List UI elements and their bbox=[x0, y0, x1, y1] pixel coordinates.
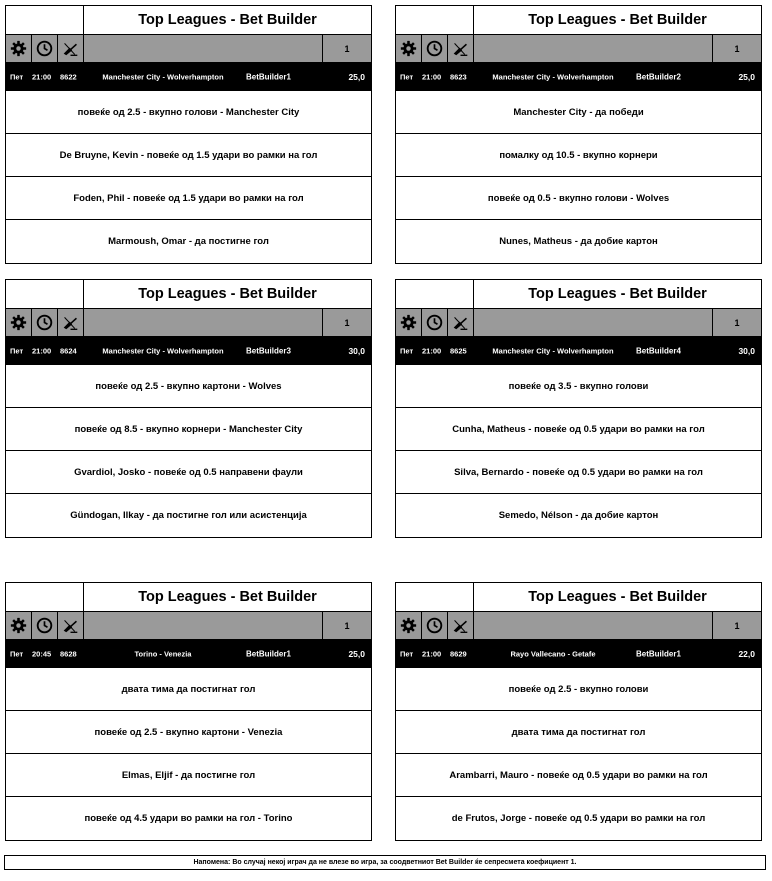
match-time: 21:00 bbox=[422, 72, 442, 82]
card-header bbox=[396, 280, 761, 309]
match-time: 21:00 bbox=[422, 649, 442, 659]
gear-icon bbox=[6, 309, 32, 336]
selection-list bbox=[6, 668, 371, 840]
bet-builder-label: BetBuilder1 bbox=[246, 649, 291, 659]
sport-icon bbox=[58, 612, 84, 639]
card-title: Top Leagues - Bet Builder bbox=[138, 589, 317, 605]
card-title: Top Leagues - Bet Builder bbox=[528, 286, 707, 302]
odds-value: 30,0 bbox=[348, 346, 365, 356]
match-day: Пет bbox=[400, 649, 414, 659]
selection-item: Marmoush, Omar - да постигне гол bbox=[108, 236, 269, 247]
card-number: 1 bbox=[734, 317, 740, 328]
selection-item: Elmas, Eljif - да постигне гол bbox=[6, 754, 371, 797]
bet-builder-card bbox=[395, 5, 762, 264]
selection-item: повеќе од 4.5 удари во рамки на гол - Torino bbox=[84, 813, 293, 824]
icon-row-spacer bbox=[474, 612, 713, 639]
clock-icon bbox=[422, 309, 448, 336]
gear-icon bbox=[396, 35, 422, 62]
bet-builder-card bbox=[5, 279, 372, 538]
card-header bbox=[396, 6, 761, 35]
selection-item: повеќе од 2.5 - вкупно картони - Wolves bbox=[6, 365, 371, 408]
card-title: Top Leagues - Bet Builder bbox=[528, 589, 707, 605]
card-number: 1 bbox=[344, 317, 350, 328]
match-teams: Manchester City - Wolverhampton bbox=[492, 72, 614, 82]
selection-list bbox=[396, 91, 761, 263]
footnote: Напомена: Во случај некој играч да не влезе во игра, за соодветниот Bet Builder ќе сепресмета коефициент 1. bbox=[4, 855, 766, 870]
sport-icon bbox=[58, 35, 84, 62]
match-row bbox=[6, 63, 371, 91]
selection-list bbox=[396, 668, 761, 840]
match-code: 8629 bbox=[450, 649, 467, 659]
match-row bbox=[396, 640, 761, 668]
icon-row bbox=[396, 309, 761, 337]
match-day: Пет bbox=[10, 649, 24, 659]
card-header bbox=[6, 280, 371, 309]
header-blank-cell bbox=[6, 280, 84, 308]
odds-value: 22,0 bbox=[738, 649, 755, 659]
selection-item: двата тима да постигнат гол bbox=[396, 711, 761, 754]
bet-builder-label: BetBuilder2 bbox=[636, 72, 681, 82]
match-row bbox=[396, 337, 761, 365]
icon-row-spacer bbox=[474, 35, 713, 62]
header-blank-cell bbox=[6, 583, 84, 611]
bet-builder-label: BetBuilder1 bbox=[246, 72, 291, 82]
header-blank-cell bbox=[396, 280, 474, 308]
sport-icon bbox=[448, 612, 474, 639]
match-code: 8624 bbox=[60, 346, 77, 356]
selection-item: двата тима да постигнат гол bbox=[6, 668, 371, 711]
selection-item: повеќе од 0.5 - вкупно голови - Wolves bbox=[396, 177, 761, 220]
selection-item: de Frutos, Jorge - повеќе од 0.5 удари во рамки на гол bbox=[451, 813, 706, 824]
match-row bbox=[396, 63, 761, 91]
icon-row-spacer bbox=[84, 612, 323, 639]
clock-icon bbox=[32, 612, 58, 639]
selection-item: Semedo, Nélson - да добие картон bbox=[498, 510, 659, 521]
clock-icon bbox=[32, 35, 58, 62]
clock-icon bbox=[32, 309, 58, 336]
match-code: 8625 bbox=[450, 346, 467, 356]
match-day: Пет bbox=[10, 72, 24, 82]
bet-builder-card bbox=[395, 582, 762, 841]
match-day: Пет bbox=[10, 346, 24, 356]
clock-icon bbox=[422, 612, 448, 639]
card-title: Top Leagues - Bet Builder bbox=[138, 286, 317, 302]
selection-list bbox=[396, 365, 761, 537]
icon-row-spacer bbox=[84, 35, 323, 62]
card-header bbox=[396, 583, 761, 612]
match-day: Пет bbox=[400, 346, 414, 356]
card-number: 1 bbox=[734, 43, 740, 54]
odds-value: 25,0 bbox=[348, 72, 365, 82]
bet-builder-card bbox=[5, 5, 372, 264]
match-teams: Manchester City - Wolverhampton bbox=[102, 72, 224, 82]
header-blank-cell bbox=[6, 6, 84, 34]
match-time: 21:00 bbox=[32, 72, 52, 82]
selection-item: De Bruyne, Kevin - повеќе од 1.5 удари во рамки на гол bbox=[6, 134, 371, 177]
match-day: Пет bbox=[400, 72, 414, 82]
match-row bbox=[6, 640, 371, 668]
card-number: 1 bbox=[344, 620, 350, 631]
match-time: 21:00 bbox=[32, 346, 52, 356]
selection-item: повеќе од 2.5 - вкупно голови bbox=[396, 668, 761, 711]
icon-row bbox=[396, 612, 761, 640]
match-code: 8623 bbox=[450, 72, 467, 82]
selection-item: Arambarri, Mauro - повеќе од 0.5 удари во рамки на гол bbox=[396, 754, 761, 797]
match-time: 21:00 bbox=[422, 346, 442, 356]
card-header bbox=[6, 6, 371, 35]
odds-value: 30,0 bbox=[738, 346, 755, 356]
clock-icon bbox=[422, 35, 448, 62]
bet-builder-label: BetBuilder1 bbox=[636, 649, 681, 659]
odds-value: 25,0 bbox=[738, 72, 755, 82]
sport-icon bbox=[448, 35, 474, 62]
icon-row bbox=[6, 612, 371, 640]
selection-item: помалку од 10.5 - вкупно корнери bbox=[396, 134, 761, 177]
match-teams: Rayo Vallecano - Getafe bbox=[510, 649, 596, 659]
icon-row bbox=[396, 35, 761, 63]
bet-builder-label: BetBuilder3 bbox=[246, 346, 291, 356]
bet-builder-card bbox=[395, 279, 762, 538]
header-blank-cell bbox=[396, 6, 474, 34]
selection-item: повеќе од 2.5 - вкупно голови - Manchester City bbox=[6, 91, 371, 134]
match-code: 8628 bbox=[60, 649, 77, 659]
match-code: 8622 bbox=[60, 72, 77, 82]
selection-item: Silva, Bernardo - повеќе од 0.5 удари во рамки на гол bbox=[396, 451, 761, 494]
card-number: 1 bbox=[734, 620, 740, 631]
card-number: 1 bbox=[344, 43, 350, 54]
icon-row-spacer bbox=[84, 309, 323, 336]
gear-icon bbox=[396, 309, 422, 336]
selection-item: Manchester City - да победи bbox=[396, 91, 761, 134]
selection-item: Gündogan, Ilkay - да постигне гол или асистенција bbox=[70, 510, 307, 521]
bet-builder-card bbox=[5, 582, 372, 841]
sport-icon bbox=[58, 309, 84, 336]
odds-value: 25,0 bbox=[348, 649, 365, 659]
selection-item: Gvardiol, Josko - повеќе од 0.5 направени фаули bbox=[6, 451, 371, 494]
bet-builder-label: BetBuilder4 bbox=[636, 346, 681, 356]
card-header bbox=[6, 583, 371, 612]
gear-icon bbox=[396, 612, 422, 639]
selection-item: Cunha, Matheus - повеќе од 0.5 удари во рамки на гол bbox=[396, 408, 761, 451]
match-row bbox=[6, 337, 371, 365]
selection-list bbox=[6, 91, 371, 263]
selection-item: повеќе од 8.5 - вкупно корнери - Manchester City bbox=[6, 408, 371, 451]
selection-item: повеќе од 3.5 - вкупно голови bbox=[396, 365, 761, 408]
gear-icon bbox=[6, 35, 32, 62]
sport-icon bbox=[448, 309, 474, 336]
icon-row bbox=[6, 309, 371, 337]
selection-list bbox=[6, 365, 371, 537]
selection-item: Foden, Phil - повеќе од 1.5 удари во рамки на гол bbox=[6, 177, 371, 220]
header-blank-cell bbox=[396, 583, 474, 611]
match-teams: Manchester City - Wolverhampton bbox=[102, 346, 224, 356]
selection-item: повеќе од 2.5 - вкупно картони - Venezia bbox=[6, 711, 371, 754]
card-title: Top Leagues - Bet Builder bbox=[138, 12, 317, 28]
card-title: Top Leagues - Bet Builder bbox=[528, 12, 707, 28]
selection-item: Nunes, Matheus - да добие картон bbox=[499, 236, 658, 247]
match-teams: Manchester City - Wolverhampton bbox=[492, 346, 614, 356]
icon-row bbox=[6, 35, 371, 63]
gear-icon bbox=[6, 612, 32, 639]
icon-row-spacer bbox=[474, 309, 713, 336]
match-time: 20:45 bbox=[32, 649, 52, 659]
match-teams: Torino - Venezia bbox=[134, 649, 192, 659]
